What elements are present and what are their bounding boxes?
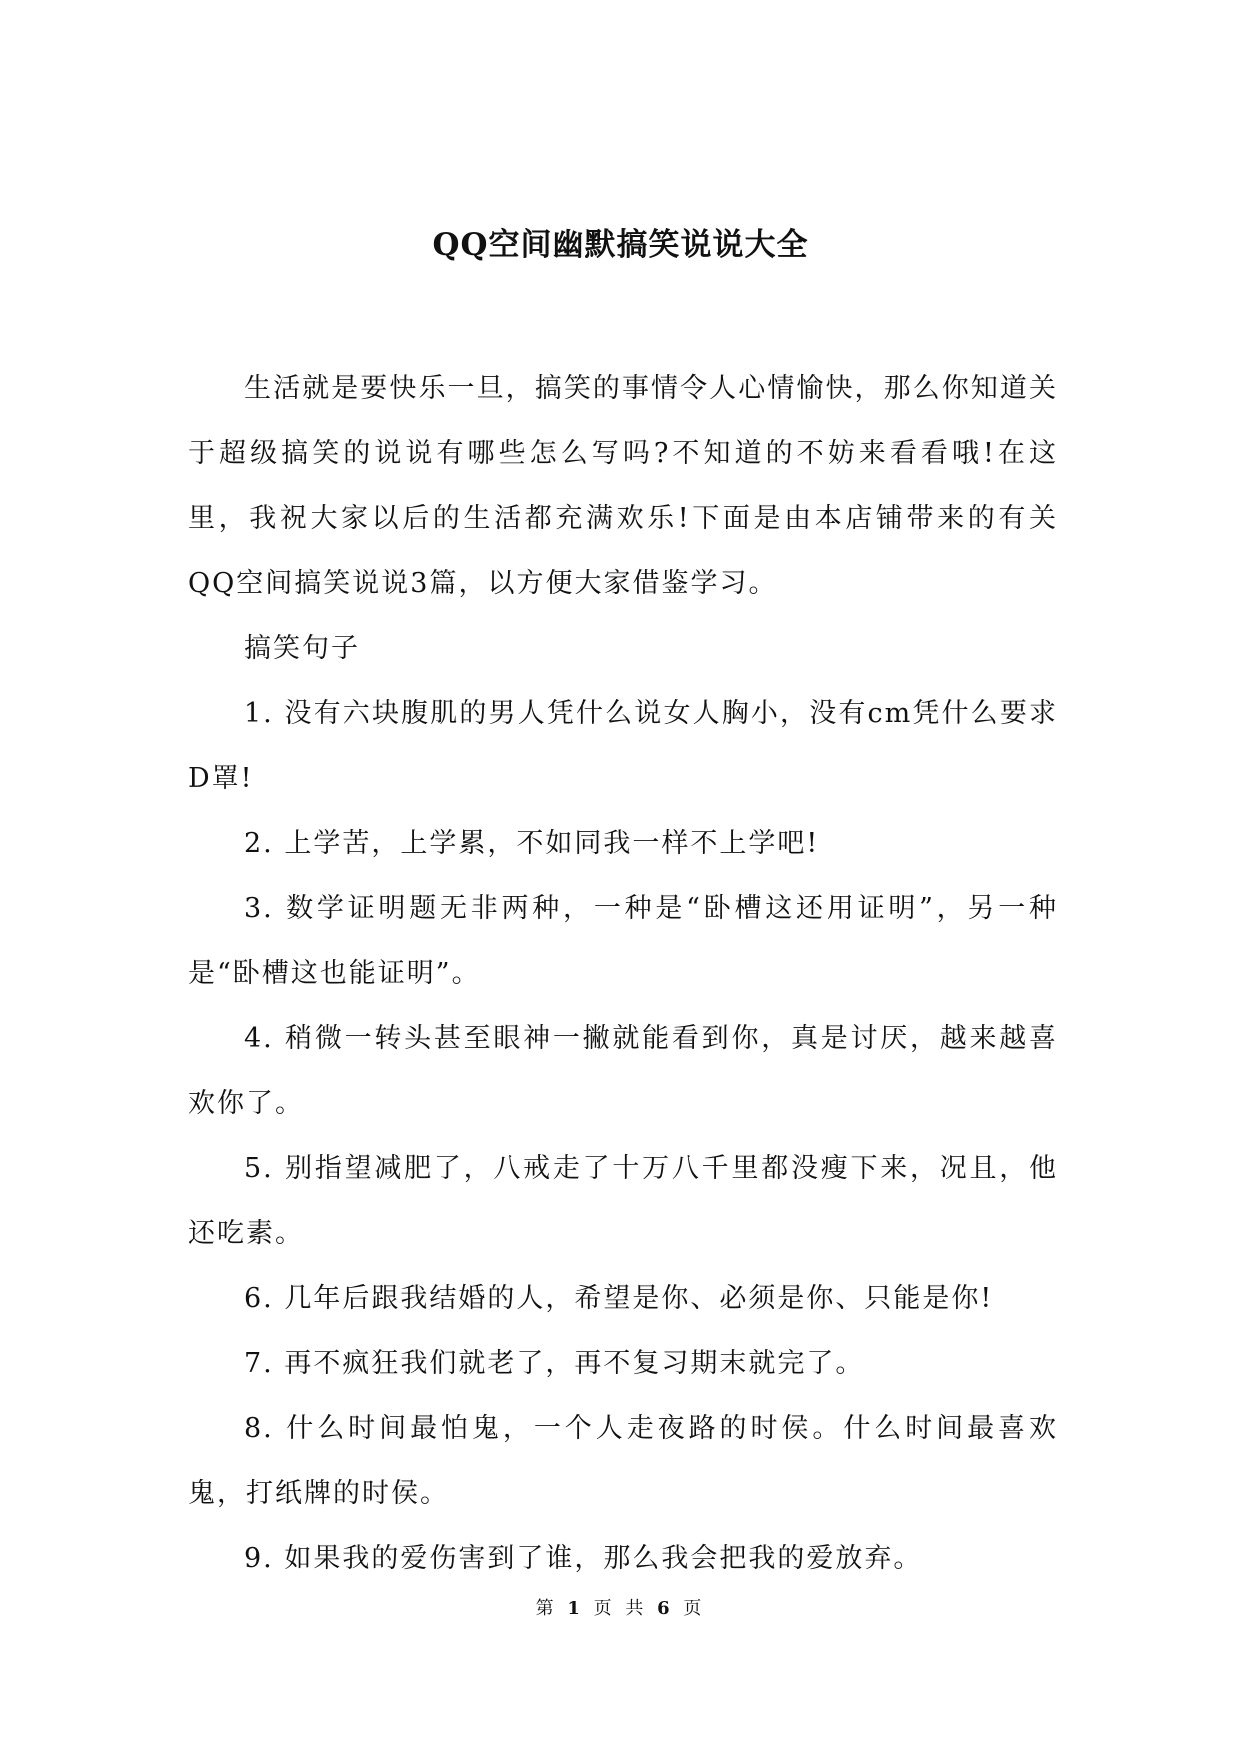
footer-prefix: 第 (535, 1598, 558, 1619)
footer-suffix: 页 (683, 1598, 706, 1619)
list-item: 8. 什么时间最怕鬼，一个人走夜路的时侯。什么时间最喜欢鬼，打纸牌的时侯。 (188, 1413, 1058, 1509)
list-item: 3. 数学证明题无非两种，一种是“卧槽这还用证明”，另一种是“卧槽这也能证明”。 (188, 893, 1058, 989)
total-pages-number: 6 (657, 1598, 674, 1619)
list-item: 5. 别指望减肥了，八戒走了十万八千里都没瘦下来，况且，他还吃素。 (188, 1153, 1058, 1249)
page-footer (0, 1597, 1241, 1621)
list-item: 4. 稍微一转头甚至眼神一撇就能看到你，真是讨厌，越来越喜欢你了。 (188, 1023, 1058, 1119)
section-heading: 搞笑句子 (244, 633, 360, 664)
document-title: QQ空间幽默搞笑说说大全 (432, 227, 809, 263)
list-item: 9. 如果我的爱伤害到了谁，那么我会把我的爱放弃。 (244, 1543, 923, 1574)
list-item: 2. 上学苦，上学累，不如同我一样不上学吧! (244, 828, 820, 859)
document-body (188, 356, 1058, 1591)
footer-middle: 页 共 (593, 1598, 648, 1619)
intro-paragraph: 生活就是要快乐一旦，搞笑的事情令人心情愉快，那么你知道关于超级搞笑的说说有哪些怎么写吗?不知道的不妨来看看哦!在这里，我祝大家以后的生活都充满欢乐!下面是由本店铺带来的有关QQ空间搞笑说说3篇，以方便大家借鉴学习。 (188, 373, 1058, 599)
list-item: 6. 几年后跟我结婚的人，希望是你、必须是你、只能是你! (244, 1283, 994, 1314)
list-item: 1. 没有六块腹肌的男人凭什么说女人胸小，没有cm凭什么要求D罩! (188, 698, 1058, 794)
list-item: 7. 再不疯狂我们就老了，再不复习期末就完了。 (244, 1348, 865, 1379)
current-page-number: 1 (567, 1598, 584, 1619)
